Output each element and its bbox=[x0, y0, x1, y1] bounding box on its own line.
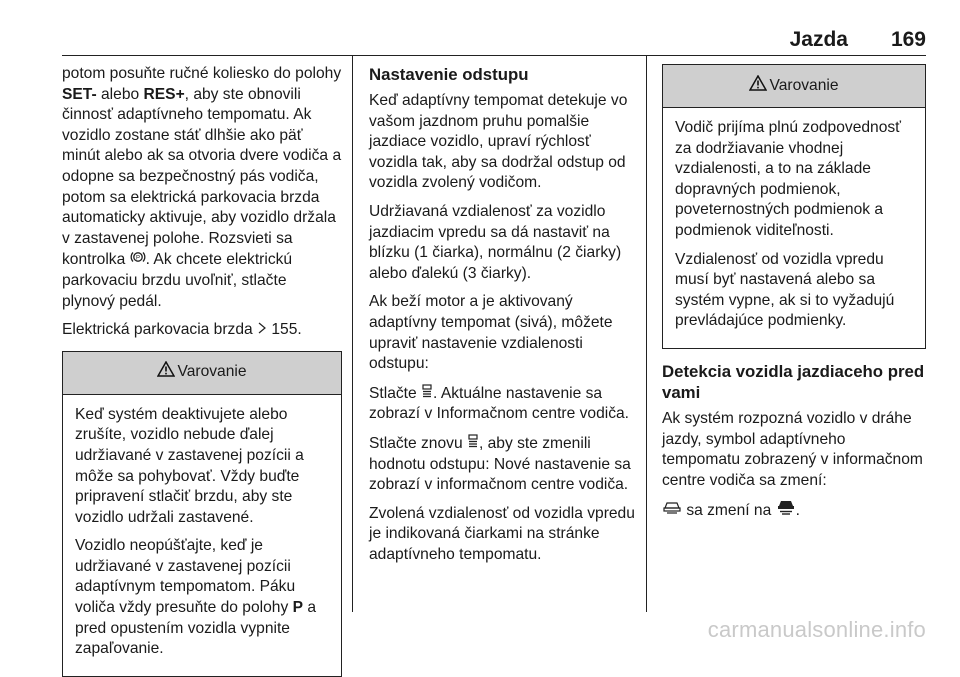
watermark: carmanualsonline.info bbox=[707, 617, 926, 642]
text: . bbox=[795, 502, 800, 520]
paragraph bbox=[369, 433, 639, 496]
paragraph: Vodič prijíma plnú zodpovednosť za dodržiavanie vhodnej vzdialenosti, a to na základe dopravných podmienok, poveternostných podmienok a podmienok viditeľnosti. bbox=[675, 119, 902, 239]
paragraph bbox=[369, 383, 639, 425]
gear-p-label: P bbox=[292, 599, 303, 617]
warning-title: Varovanie bbox=[769, 76, 839, 94]
paragraph: Ak systém rozpozná vozidlo v dráhe jazdy, symbol adaptívneho tempomatu zobrazený v informačnom centre vodiča sa zmení: bbox=[662, 409, 923, 489]
acc-vehicle-detected-icon bbox=[776, 502, 796, 519]
parking-brake-warning-icon bbox=[130, 249, 146, 270]
header-rule bbox=[62, 55, 926, 56]
paragraph: Udržiavaná vzdialenosť za vozidlo jazdiacim vpredu sa dá nastaviť na blízku (1 čiarka), normálnu (2 čiarky) alebo ďalekú (3 čiarky). bbox=[369, 202, 622, 282]
warning-box bbox=[662, 64, 926, 349]
svg-text:P: P bbox=[135, 255, 140, 262]
text: . Aktuálne nastavenie sa zobrazí v Informačnom centre vodiča. bbox=[369, 384, 630, 423]
text: , aby ste zmenili hodnotu odstupu: Nové nastavenie sa zobrazí v informačnom centre vodiča. bbox=[369, 434, 631, 494]
text: alebo bbox=[96, 85, 144, 103]
column-divider-1 bbox=[352, 56, 353, 612]
warning-triangle-icon bbox=[157, 361, 177, 384]
paragraph bbox=[662, 499, 926, 522]
text: . Ak chcete elektrickú parkovaciu brzdu uvoľniť, stlačte plynový pedál. bbox=[62, 251, 293, 310]
paragraph bbox=[75, 536, 329, 660]
paragraph bbox=[62, 64, 342, 312]
warning-body bbox=[63, 395, 341, 676]
section-title: Jazda bbox=[789, 28, 848, 51]
paragraph: Keď systém deaktivujete alebo zrušíte, vozidlo nebude ďalej udržiavané v zastavenej pozícii a môže sa pohybovať. Vždy buďte pripravení stlačiť brzdu, aby ste vozidlo udržali zastavené. bbox=[75, 405, 304, 526]
gap-distance-icon bbox=[467, 433, 479, 454]
warning-header bbox=[63, 352, 341, 395]
page-reference-arrow-icon[interactable] bbox=[257, 321, 267, 338]
text: sa zmení na bbox=[682, 502, 776, 520]
gap-distance-icon bbox=[421, 383, 433, 404]
text: Vozidlo neopúšťajte, keď je udržiavané v zastavenej pozícii adaptívnym tempomatom. Páku voliča vždy presuňte do polohy bbox=[75, 537, 296, 617]
paragraph: Keď adaptívny tempomat detekuje vo vašom jazdnom pruhu pomalšie jazdiace vozidlo, upraví rýchlosť vozidla tak, aby sa dodržal odstup od vozidla zvolený vodičom. bbox=[369, 92, 628, 192]
warning-box bbox=[62, 351, 342, 677]
text: Elektrická parkovacia brzda bbox=[62, 321, 253, 339]
paragraph: Ak beží motor a je aktivovaný adaptívny tempomat (sivá), môžete upraviť nastavenie vzdialenosti odstupu: bbox=[369, 293, 613, 373]
text: Stlačte znovu bbox=[369, 434, 467, 452]
page-number: 169 bbox=[890, 28, 926, 51]
text: , aby ste obnovili činnosť adaptívneho tempomatu. Ak vozidlo zostane stáť dlhšie ako päť minút alebo ak sa otvoria dvere vodiča a odopne sa bezpečnostný pás vodiča, potom sa elektrická parkovacia brzda automaticky aktivuje, aby vozidlo držala v zastavenej polohe. Rozsvieti sa kontrolka bbox=[62, 85, 342, 269]
paragraph: Vzdialenosť od vozidla vpredu musí byť nastavená alebo sa systém vypne, ak si to vyžadujú prevládajúce podmienky. bbox=[675, 250, 895, 330]
res-plus-label: RES+ bbox=[143, 85, 185, 103]
text: Stlačte bbox=[369, 384, 422, 402]
text: potom posuňte ručné koliesko do polohy bbox=[62, 65, 342, 82]
set-minus-label: SET- bbox=[62, 85, 97, 103]
warning-triangle-icon bbox=[749, 75, 769, 98]
paragraph: Zvolená vzdialenosť od vozidla vpredu je indikovaná čiarkami na stránke adaptívneho tempomatu. bbox=[369, 504, 635, 563]
column-left bbox=[62, 64, 342, 677]
section-heading: Detekcia vozidla jazdiaceho pred vami bbox=[662, 361, 925, 402]
column-divider-2 bbox=[646, 56, 647, 612]
column-middle bbox=[369, 64, 639, 573]
section-heading: Nastavenie odstupu bbox=[369, 65, 529, 84]
text: a pred opustením vozidla vypnite zapaľovanie. bbox=[75, 599, 316, 658]
page-reference[interactable]: 155. bbox=[267, 321, 302, 339]
warning-title: Varovanie bbox=[177, 363, 247, 381]
warning-body bbox=[663, 108, 925, 348]
acc-symbol-icon bbox=[662, 502, 682, 519]
warning-header bbox=[663, 65, 925, 108]
column-right bbox=[662, 64, 926, 530]
paragraph bbox=[62, 320, 342, 341]
page-header bbox=[0, 0, 960, 54]
